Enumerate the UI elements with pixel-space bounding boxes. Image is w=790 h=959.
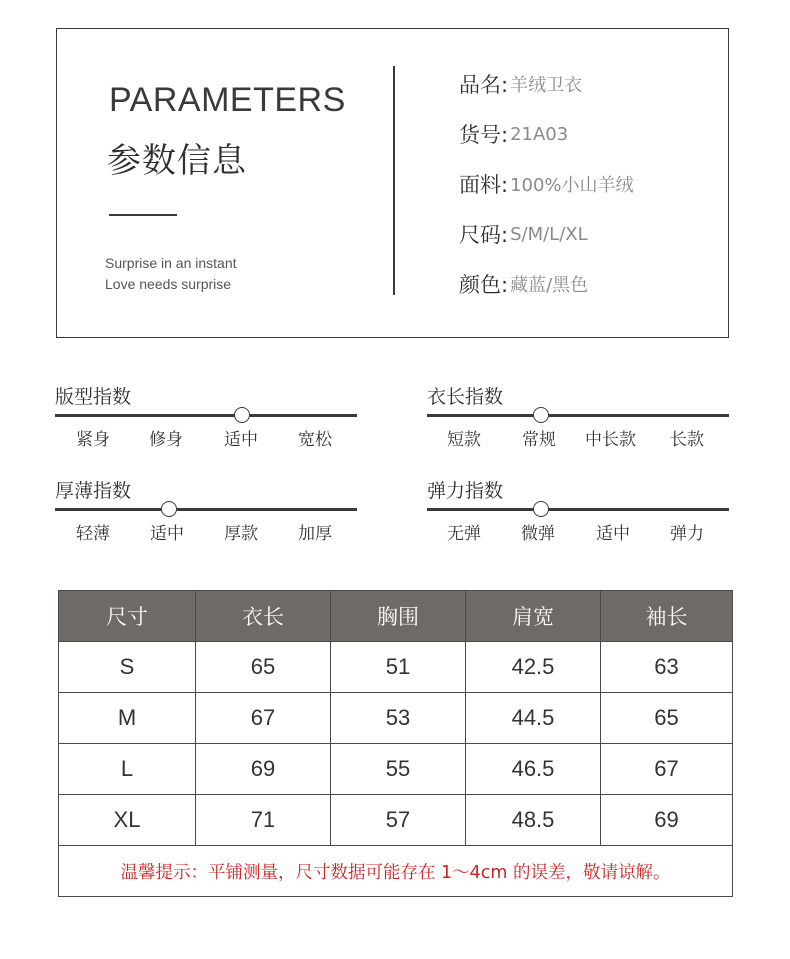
spec-key: 颜色:: [459, 273, 509, 297]
header-chest: 胸围: [331, 591, 466, 642]
header-sleeve: 袖长: [601, 591, 733, 642]
spec-row-size: [459, 219, 588, 249]
table-cell: 53: [331, 693, 466, 744]
spec-value: 藏蓝/黑色: [510, 275, 589, 296]
spec-key: 品名:: [459, 73, 509, 97]
thickness-index: [55, 476, 359, 556]
table-cell: 55: [331, 744, 466, 795]
spec-row-item-number: [459, 119, 568, 149]
index-option: 宽松: [298, 430, 332, 450]
size-table: [58, 590, 733, 897]
table-cell: 69: [601, 795, 733, 846]
parameters-title-en: PARAMETERS: [109, 81, 346, 119]
spec-row-fabric: [459, 169, 634, 199]
index-track: [427, 508, 729, 511]
index-title: 衣长指数: [427, 386, 504, 408]
measurement-note: 温馨提示：平铺测量，尺寸数据可能存在 1～4cm 的误差，敬请谅解。: [59, 846, 733, 897]
table-row: [59, 744, 733, 795]
table-header-row: [59, 591, 733, 642]
spec-value: 21A03: [510, 123, 569, 145]
spec-row-name: [459, 69, 582, 99]
parameters-title-cn: 参数信息: [107, 141, 247, 181]
table-cell: 48.5: [466, 795, 601, 846]
spec-value: 羊绒卫衣: [510, 75, 583, 96]
table-row: [59, 642, 733, 693]
index-option: 修身: [149, 430, 183, 450]
table-cell: 69: [196, 744, 331, 795]
title-underline: [109, 214, 177, 216]
elasticity-index: [427, 476, 731, 556]
table-cell: 51: [331, 642, 466, 693]
index-track: [55, 508, 357, 511]
length-index: [427, 382, 731, 462]
table-cell: 67: [196, 693, 331, 744]
index-option: 短款: [447, 430, 481, 450]
index-option: 适中: [224, 430, 258, 450]
parameters-card: [56, 28, 729, 338]
index-option: 适中: [150, 524, 184, 544]
table-cell: M: [59, 693, 196, 744]
index-option: 紧身: [76, 430, 110, 450]
table-cell: 71: [196, 795, 331, 846]
index-option: 轻薄: [76, 524, 110, 544]
spec-key: 面料:: [459, 173, 509, 197]
table-cell: 67: [601, 744, 733, 795]
index-option: 长款: [670, 430, 704, 450]
spec-key: 货号:: [459, 123, 509, 147]
table-cell: 42.5: [466, 642, 601, 693]
table-cell: 46.5: [466, 744, 601, 795]
index-title: 弹力指数: [427, 480, 504, 502]
index-option: 弹力: [670, 524, 704, 544]
table-cell: 57: [331, 795, 466, 846]
table-cell: 65: [196, 642, 331, 693]
index-option: 中长款: [585, 430, 636, 450]
index-option: 无弹: [447, 524, 481, 544]
spec-row-color: [459, 269, 588, 299]
table-row: [59, 795, 733, 846]
header-length: 衣长: [196, 591, 331, 642]
table-cell: 65: [601, 693, 733, 744]
spec-key: 尺码:: [459, 223, 509, 247]
index-track: [427, 414, 729, 417]
index-option: 微弹: [521, 524, 555, 544]
table-cell: L: [59, 744, 196, 795]
table-cell: 63: [601, 642, 733, 693]
index-option: 厚款: [224, 524, 258, 544]
slogan-line-2: Love needs surprise: [105, 276, 232, 292]
header-shoulder: 肩宽: [466, 591, 601, 642]
index-selected-knob: [234, 407, 250, 423]
index-title: 版型指数: [55, 386, 132, 408]
slogan-line-1: Surprise in an instant: [105, 255, 237, 271]
table-row: [59, 693, 733, 744]
table-cell: XL: [59, 795, 196, 846]
fit-index: [55, 382, 359, 462]
index-option: 加厚: [298, 524, 332, 544]
index-title: 厚薄指数: [55, 480, 132, 502]
index-option: 适中: [596, 524, 630, 544]
index-track: [55, 414, 357, 417]
index-option: 常规: [522, 430, 556, 450]
header-size: 尺寸: [59, 591, 196, 642]
vertical-divider: [393, 66, 395, 295]
table-note-row: [59, 846, 733, 897]
spec-value: S/M/L/XL: [510, 223, 588, 245]
index-selected-knob: [533, 501, 549, 517]
spec-value: 100%小山羊绒: [510, 175, 634, 196]
index-selected-knob: [161, 501, 177, 517]
table-cell: 44.5: [466, 693, 601, 744]
table-cell: S: [59, 642, 196, 693]
index-selected-knob: [533, 407, 549, 423]
